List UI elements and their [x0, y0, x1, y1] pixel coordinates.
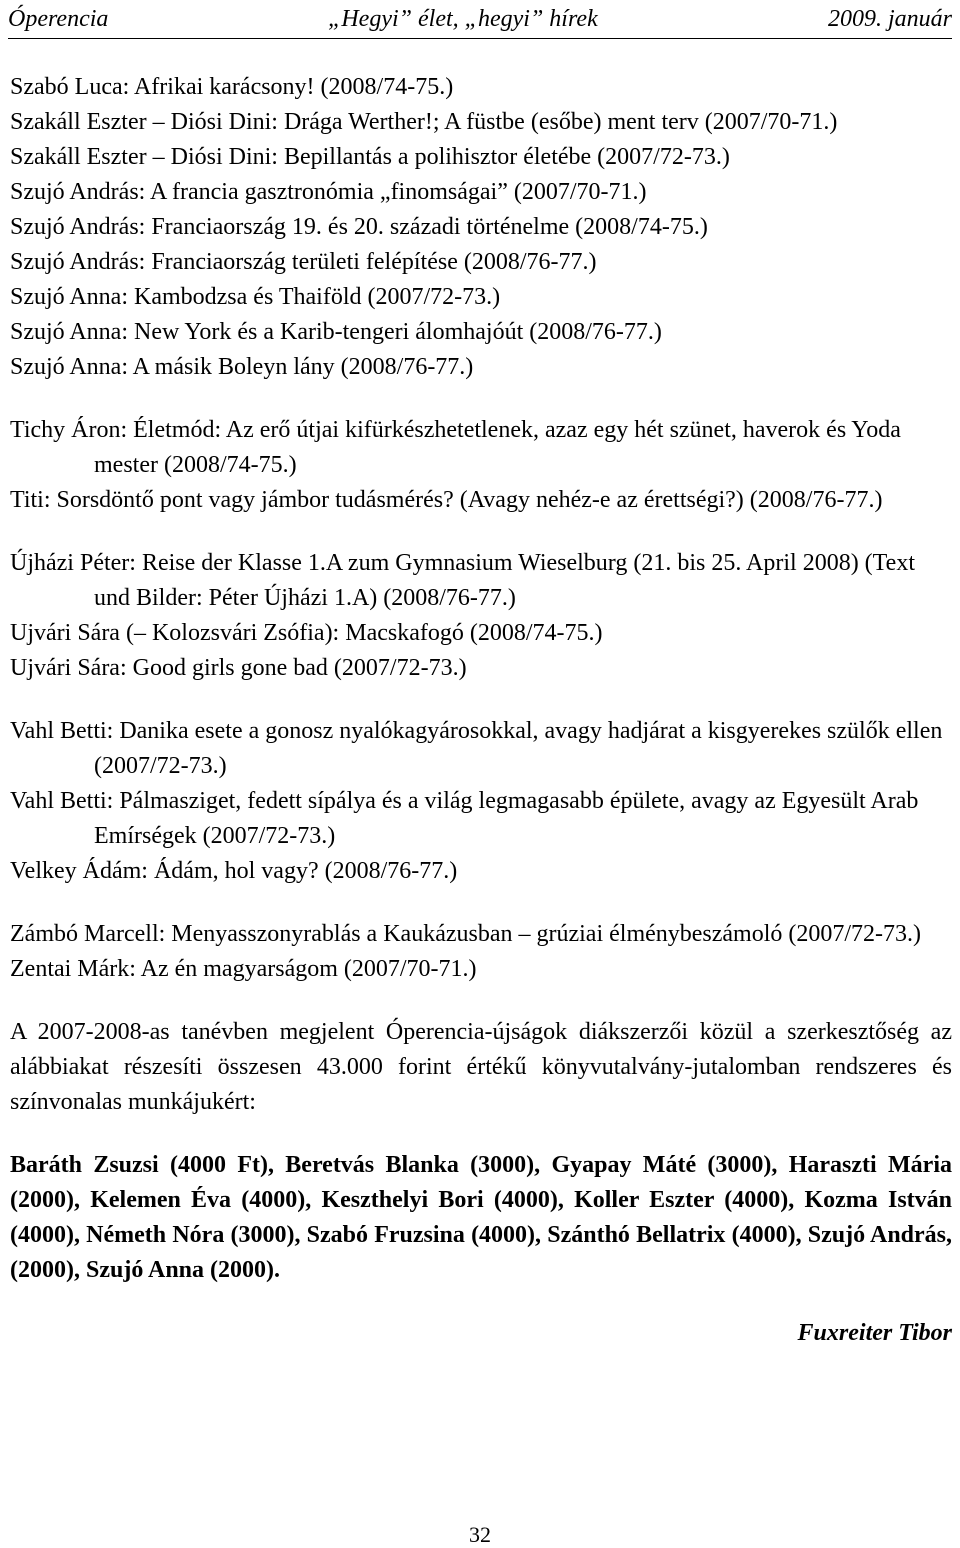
header-date: 2009. január: [827, 6, 952, 32]
award-recipients: Baráth Zsuzsi (4000 Ft), Beretvás Blanka (3000), Gyapay Máté (3000), Haraszti Mária (2000), Kelemen Éva (4000), Keszthelyi Bori (4000), Koller Eszter (4000), Kozma István (4000), Németh Nóra (3000), Szabó Fruzsina (4000), Szánthó Bellatrix (4000), Szujó András, (2000), Szujó Anna (2000).: [10, 1152, 952, 1283]
list-item: Szujó András: A francia gasztronómia „finomságai” (2007/70-71.): [10, 179, 647, 205]
list-item: Szakáll Eszter – Diósi Dini: Drága Werther!; A füstbe (esőbe) ment terv (2007/70-71.): [10, 109, 838, 135]
list-item: Szabó Luca: Afrikai karácsony! (2008/74-75.): [10, 74, 454, 100]
list-item: Szakáll Eszter – Diósi Dini: Bepillantás a polihisztor életébe (2007/72-73.): [10, 144, 730, 170]
author-signature: Fuxreiter Tibor: [797, 1320, 952, 1346]
list-item: Szujó Anna: Kambodzsa és Thaiföld (2007/72-73.): [10, 284, 501, 310]
list-item: Szujó Anna: A másik Boleyn lány (2008/76-77.): [10, 354, 474, 380]
entries-group-s: [10, 70, 952, 385]
list-item: Szujó András: Franciaország 19. és 20. századi történelme (2008/74-75.): [10, 214, 708, 240]
page-content: [10, 70, 952, 1351]
list-item: Titi: Sorsdöntő pont vagy jámbor tudásmérés? (Avagy nehéz-e az érettségi?) (2008/76-77.): [10, 487, 883, 513]
header-publication: Óperencia: [8, 6, 109, 32]
entries-group-z: [10, 917, 952, 987]
entries-group-v: [10, 714, 952, 889]
list-item: Zentai Márk: Az én magyarságom (2007/70-71.): [10, 956, 477, 982]
list-item: Tichy Áron: Életmód: Az erő útjai kifürkészhetetlenek, azaz egy hét szünet, haverok és Yoda mester (2008/74-75.): [10, 417, 901, 478]
list-item: Velkey Ádám: Ádám, hol vagy? (2008/76-77.): [10, 858, 458, 884]
page-number: 32: [469, 1522, 491, 1547]
entries-group-t: [10, 413, 952, 518]
header-section-title: „Hegyi” élet, „hegyi” hírek: [328, 6, 598, 32]
list-item: Vahl Betti: Pálmasziget, fedett sípálya és a világ legmagasabb épülete, avagy az Egyesült Arab Emírségek (2007/72-73.): [10, 788, 919, 849]
list-item: Ujvári Sára (– Kolozsvári Zsófia): Macskafogó (2008/74-75.): [10, 620, 603, 646]
list-item: Zámbó Marcell: Menyasszonyrablás a Kaukázusban – grúziai élménybeszámoló (2007/72-73.): [10, 921, 922, 947]
list-item: Ujvári Sára: Good girls gone bad (2007/72-73.): [10, 655, 467, 681]
list-item: Újházi Péter: Reise der Klasse 1.A zum Gymnasium Wieselburg (21. bis 25. April 2008) (Text und Bilder: Péter Újházi 1.A) (2008/76-77.): [10, 550, 915, 611]
list-item: Szujó Anna: New York és a Karib-tengeri álomhajóút (2008/76-77.): [10, 319, 662, 345]
award-paragraph: A 2007-2008-as tanévben megjelent Óperencia-újságok diákszerzői közül a szerkesztőség az alábbiakat részesíti összesen 43.000 forint értékű könyvutalvány-jutalomban rendszeres és színvonalas munkájukért:: [10, 1019, 952, 1115]
list-item: Szujó András: Franciaország területi felépítése (2008/76-77.): [10, 249, 597, 275]
list-item: Vahl Betti: Danika esete a gonosz nyalókagyárosokkal, avagy hadjárat a kisgyerekes szülők ellen (2007/72-73.): [10, 718, 943, 779]
entries-group-u: [10, 546, 952, 686]
page-header: [8, 4, 952, 39]
